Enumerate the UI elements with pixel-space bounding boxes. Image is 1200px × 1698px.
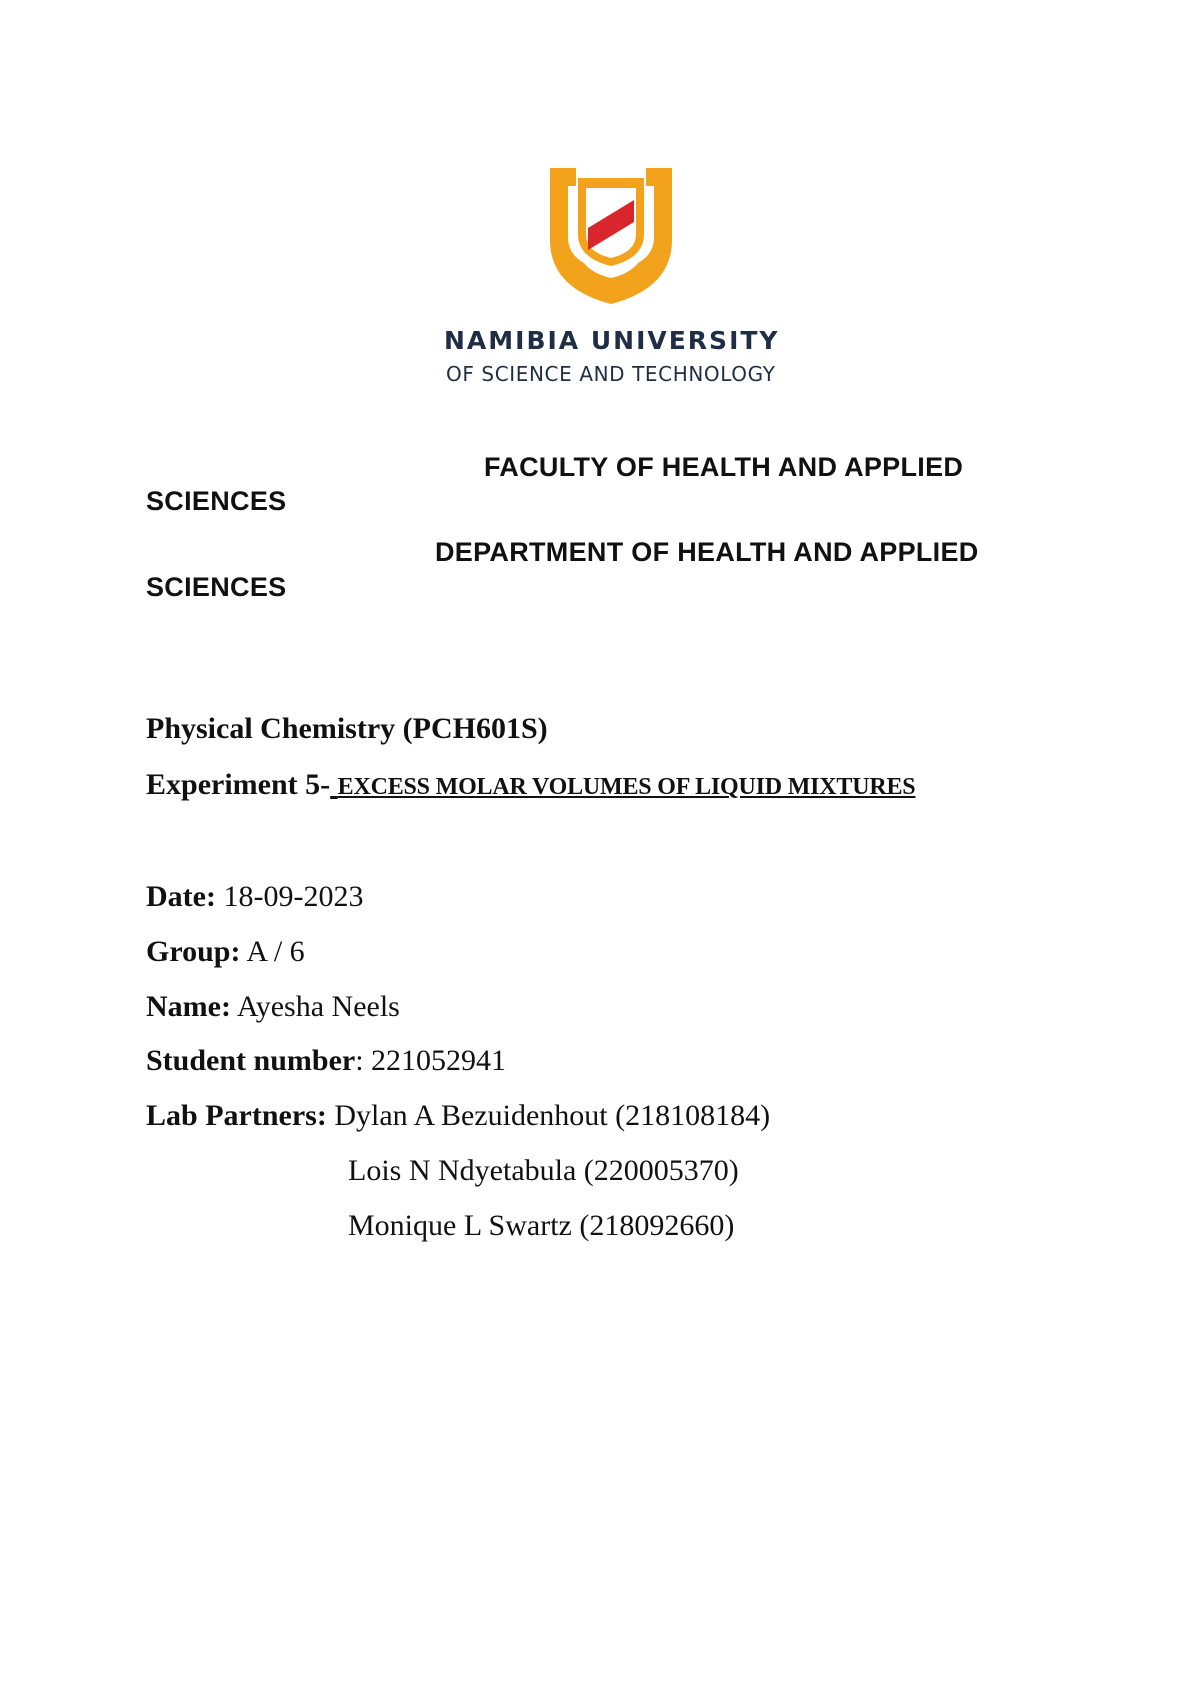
name-label: Name: bbox=[146, 990, 231, 1023]
experiment-line bbox=[146, 768, 915, 802]
date-label: Date: bbox=[146, 880, 216, 913]
lab-partner-3: Monique L Swartz (218092660) bbox=[348, 1209, 735, 1242]
group-field bbox=[146, 935, 305, 969]
experiment-underline-space bbox=[330, 768, 338, 801]
student-number-value: : 221052941 bbox=[355, 1044, 507, 1077]
logo-university-subtitle: OF SCIENCE AND TECHNOLOGY bbox=[446, 362, 776, 386]
university-logo-icon bbox=[548, 168, 674, 304]
lab-partner-2: Lois N Ndyetabula (220005370) bbox=[348, 1154, 739, 1187]
date-field bbox=[146, 880, 363, 914]
experiment-label: Experiment 5- bbox=[146, 768, 331, 801]
date-value: 18-09-2023 bbox=[223, 880, 364, 913]
faculty-heading-continued: SCIENCES bbox=[146, 486, 287, 516]
group-label: Group: bbox=[146, 935, 241, 968]
student-number-label: Student number bbox=[146, 1044, 356, 1077]
logo-university-name: NAMIBIA UNIVERSITY bbox=[444, 326, 780, 355]
lab-partners-label: Lab Partners: bbox=[146, 1099, 327, 1132]
department-heading-continued: SCIENCES bbox=[146, 572, 287, 602]
name-field bbox=[146, 990, 400, 1024]
course-title: Physical Chemistry (PCH601S) bbox=[146, 712, 548, 745]
student-number-field bbox=[146, 1044, 506, 1078]
experiment-title: EXCESS MOLAR VOLUMES OF LIQUID MIXTURES bbox=[337, 774, 916, 800]
lab-partners-field bbox=[146, 1099, 770, 1133]
department-heading: DEPARTMENT OF HEALTH AND APPLIED bbox=[435, 537, 979, 567]
faculty-heading: FACULTY OF HEALTH AND APPLIED bbox=[484, 452, 964, 482]
lab-partner-1: Dylan A Bezuidenhout (218108184) bbox=[334, 1099, 771, 1132]
name-value: Ayesha Neels bbox=[236, 990, 400, 1023]
group-value: A / 6 bbox=[246, 935, 305, 968]
